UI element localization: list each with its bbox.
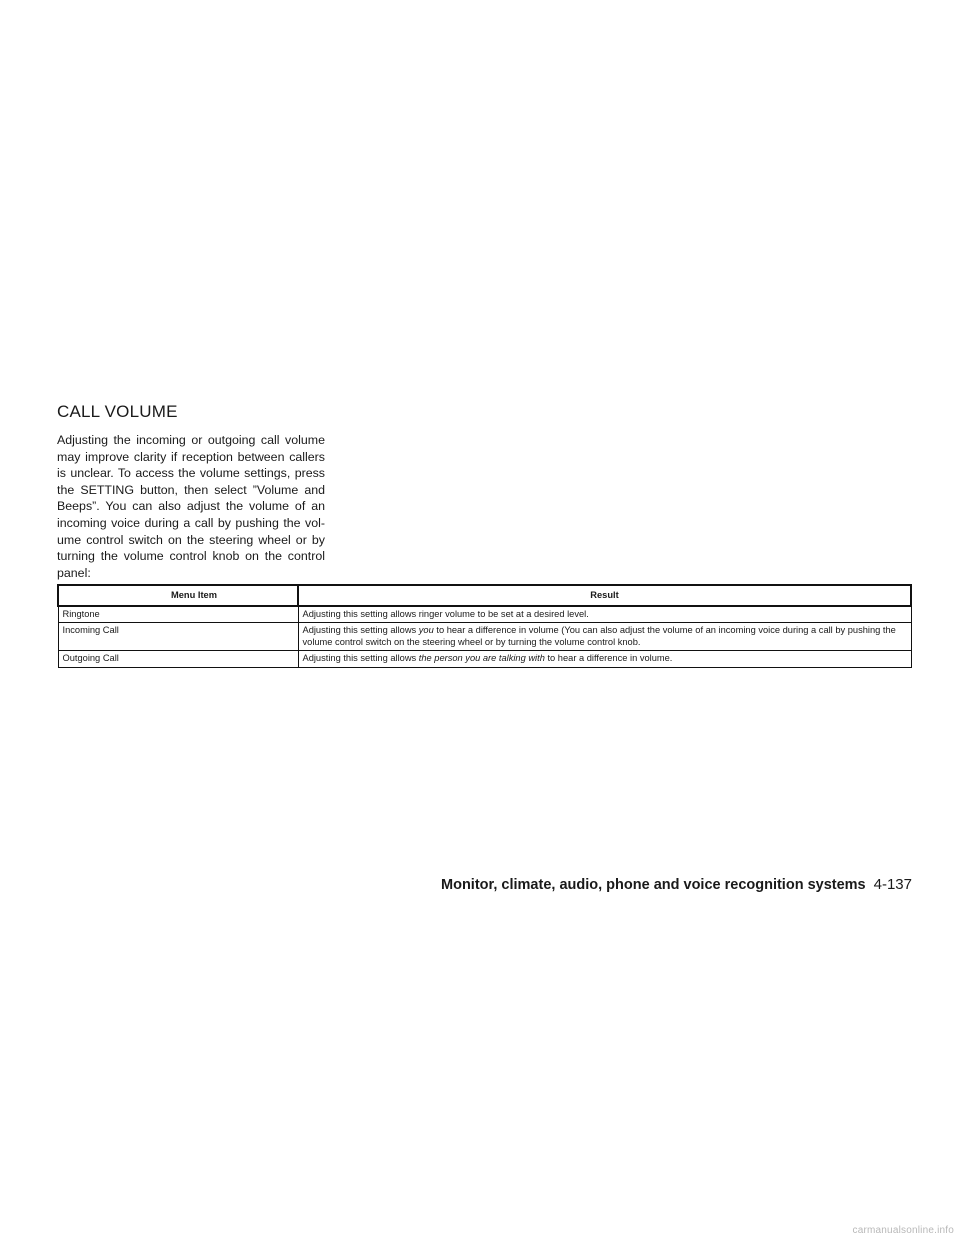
result-emphasis: you [418, 625, 434, 636]
watermark-text: carmanualsonline.info [852, 1225, 954, 1236]
result-text: Adjusting this setting allows [302, 625, 419, 636]
result-text: to hear a difference in volume (You can also adjust the volume of an incoming voice during a call by pushing the volume control switch on the steering wheel or by turning the volume control knob. [302, 625, 896, 647]
column-header-menu-item: Menu Item [58, 585, 298, 606]
result-text: to hear a difference in volume. [544, 653, 673, 664]
table-row [58, 623, 911, 651]
body-paragraph: Adjusting the incoming or outgoing call volume may improve clarity if reception between callers is unclear. To access the volume settings, press the SETTING button, then select ”Volume and Beeps”. You can also adjust the volume of an incoming voice during a call by pushing the vol- ume control switch on the steering wheel or by turning the volume control knob on the control panel: [57, 433, 325, 580]
result-cell [298, 623, 911, 651]
table-header-row [58, 585, 911, 606]
menu-item-cell: Ringtone [58, 606, 298, 623]
page-number: 4-137 [873, 876, 912, 893]
menu-item-cell: Outgoing Call [58, 651, 298, 668]
column-header-result: Result [298, 585, 911, 606]
result-text: Adjusting this setting allows [302, 653, 419, 664]
result-cell [298, 606, 911, 623]
result-cell [298, 651, 911, 668]
volume-settings-table [57, 584, 912, 668]
table-row [58, 651, 911, 668]
section-title: CALL VOLUME [57, 402, 178, 421]
menu-item-cell: Incoming Call [58, 623, 298, 651]
table-row [58, 606, 911, 623]
footer-section-name: Monitor, climate, audio, phone and voice recognition systems [441, 877, 866, 893]
page-footer [441, 876, 912, 893]
result-text: Adjusting this setting allows ringer volume to be set at a desired level. [302, 608, 589, 619]
result-emphasis: the person you are talking with [418, 653, 545, 664]
